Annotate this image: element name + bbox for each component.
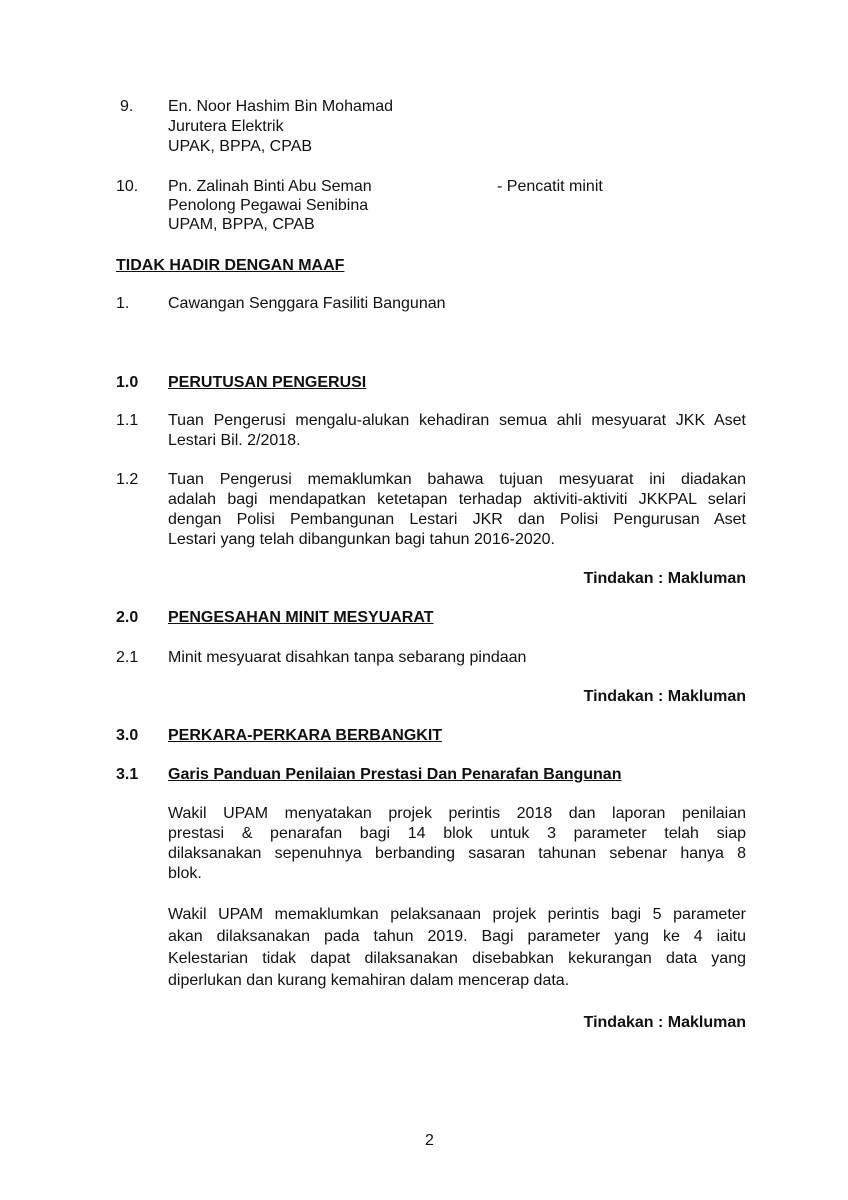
page-number: 2 <box>425 1132 434 1149</box>
absent-item-number: 1. <box>116 295 130 312</box>
section-number: 2.0 <box>116 609 139 626</box>
attendee-name: En. Noor Hashim Bin Mohamad <box>168 98 393 115</box>
subsection-number: 3.1 <box>116 766 139 783</box>
attendee-position: Penolong Pegawai Senibina <box>168 197 369 214</box>
section-number: 3.0 <box>116 727 139 744</box>
action-note: Tindakan : Makluman <box>583 570 746 587</box>
section-title: PENGESAHAN MINIT MESYUARAT <box>168 609 434 626</box>
attendee-number: 10. <box>116 178 139 195</box>
section-number: 1.0 <box>116 374 139 391</box>
paragraph-line: Wakil UPAM menyatakan projek perintis 2018 dan laporan penilaian <box>168 805 746 822</box>
item-paragraph <box>168 470 746 550</box>
subsection-paragraph <box>168 904 746 992</box>
absent-heading: TIDAK HADIR DENGAN MAAF <box>116 257 345 274</box>
item-number: 1.2 <box>116 471 139 488</box>
action-note: Tindakan : Makluman <box>583 1014 746 1031</box>
attendee-name: Pn. Zalinah Binti Abu Seman <box>168 178 372 195</box>
action-note: Tindakan : Makluman <box>583 688 746 705</box>
attendee-position: Jurutera Elektrik <box>168 118 284 135</box>
paragraph-line: Kelestarian tidak dapat dilaksanakan disebabkan kekurangan data yang <box>168 950 746 967</box>
section-title: PERKARA-PERKARA BERBANGKIT <box>168 727 443 744</box>
subsection-title: Garis Panduan Penilaian Prestasi Dan Penarafan Bangunan <box>168 766 622 783</box>
paragraph-line: Lestari Bil. 2/2018. <box>168 432 301 449</box>
paragraph-line: blok. <box>168 865 202 882</box>
section-title: PERUTUSAN PENGERUSI <box>168 374 367 391</box>
attendee-number: 9. <box>120 98 134 115</box>
item-text: Minit mesyuarat disahkan tanpa sebarang pindaan <box>168 649 527 666</box>
paragraph-line: Wakil UPAM memaklumkan pelaksanaan projek perintis bagi 5 parameter <box>168 906 746 923</box>
paragraph-line: dilaksanakan sepenuhnya berbanding sasaran tahunan sebenar hanya 8 <box>168 845 746 862</box>
attendee-role: - Pencatit minit <box>497 178 603 195</box>
paragraph-line: prestasi & penarafan bagi 14 blok untuk 3 parameter telah siap <box>168 825 746 842</box>
subsection-paragraph <box>168 804 746 884</box>
paragraph-line: Tuan Pengerusi memaklumkan bahawa tujuan mesyuarat ini diadakan <box>168 471 746 488</box>
paragraph-line: Lestari yang telah dibangunkan bagi tahun 2016-2020. <box>168 531 555 548</box>
item-paragraph <box>168 411 746 451</box>
paragraph-line: akan dilaksanakan pada tahun 2019. Bagi parameter yang ke 4 iaitu <box>168 928 746 945</box>
paragraph-line: adalah bagi mendapatkan ketetapan terhadap aktiviti-aktiviti JKKPAL selari <box>168 491 746 508</box>
item-number: 2.1 <box>116 649 139 666</box>
paragraph-line: Tuan Pengerusi mengalu-alukan kehadiran semua ahli mesyuarat JKK Aset <box>168 412 746 429</box>
paragraph-line: diperlukan dan kurang kemahiran dalam mencerap data. <box>168 972 570 989</box>
paragraph-line: dengan Polisi Pembangunan Lestari JKR dan Polisi Pengurusan Aset <box>168 511 746 528</box>
attendee-unit: UPAK, BPPA, CPAB <box>168 138 313 155</box>
absent-item-text: Cawangan Senggara Fasiliti Bangunan <box>168 295 446 312</box>
attendee-unit: UPAM, BPPA, CPAB <box>168 216 315 233</box>
item-number: 1.1 <box>116 412 139 429</box>
